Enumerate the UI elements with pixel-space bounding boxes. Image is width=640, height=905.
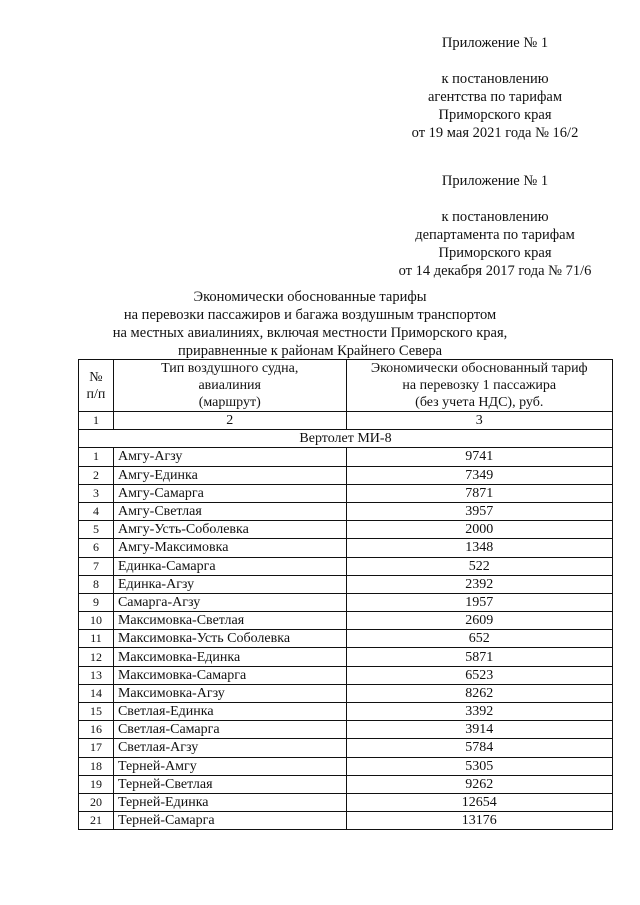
row-number: 21 [79, 812, 114, 830]
row-price: 7349 [346, 466, 613, 484]
header-text: авиалиния [198, 378, 261, 393]
table-row [79, 466, 613, 484]
table-row [79, 648, 613, 666]
row-price: 5871 [346, 648, 613, 666]
table-row [79, 593, 613, 611]
row-number: 18 [79, 757, 114, 775]
header-route [113, 360, 346, 412]
row-route: Терней-Самарга [113, 812, 346, 830]
table-row [79, 666, 613, 684]
row-route: Максимовка-Самарга [113, 666, 346, 684]
row-route: Светлая-Агзу [113, 739, 346, 757]
row-price: 2609 [346, 612, 613, 630]
appendix-line: Приморского края [438, 245, 552, 261]
table-row [79, 521, 613, 539]
header-text: Экономически обоснованный тариф [370, 361, 588, 376]
table-row [79, 775, 613, 793]
row-price: 3957 [346, 502, 613, 520]
row-number: 6 [79, 539, 114, 557]
header-text: п/п [86, 386, 106, 402]
table-row [79, 448, 613, 466]
appendix-line: к постановлению [441, 209, 549, 225]
row-route: Амгу-Усть-Соболевка [113, 521, 346, 539]
row-price: 9741 [346, 448, 613, 466]
row-price: 1348 [346, 539, 613, 557]
table-row [79, 703, 613, 721]
row-price: 3392 [346, 703, 613, 721]
row-number: 11 [79, 630, 114, 648]
row-number: 10 [79, 612, 114, 630]
row-number: 16 [79, 721, 114, 739]
table-header-row [79, 360, 613, 412]
table-row [79, 575, 613, 593]
row-route: Амгу-Единка [113, 466, 346, 484]
table-row [79, 630, 613, 648]
row-number: 2 [79, 466, 114, 484]
table-row [79, 612, 613, 630]
row-number: 3 [79, 484, 114, 502]
row-number: 8 [79, 575, 114, 593]
row-number: 9 [79, 593, 114, 611]
row-price: 2392 [346, 575, 613, 593]
row-number: 7 [79, 557, 114, 575]
table-row [79, 721, 613, 739]
title-line: на перевозки пассажиров и багажа воздушным транспортом [123, 307, 497, 323]
row-route: Амгу-Максимовка [113, 539, 346, 557]
table-row [79, 793, 613, 811]
row-route: Максимовка-Агзу [113, 684, 346, 702]
row-route: Единка-Самарга [113, 557, 346, 575]
appendix-date: от 19 мая 2021 года № 16/2 [411, 125, 579, 141]
appendix-title: Приложение № 1 [441, 173, 549, 189]
row-route: Терней-Единка [113, 793, 346, 811]
row-price: 6523 [346, 666, 613, 684]
table-row [79, 684, 613, 702]
row-price: 522 [346, 557, 613, 575]
title-line: приравненные к районам Крайнего Севера [177, 343, 443, 359]
table-row [79, 757, 613, 775]
row-route: Максимовка-Светлая [113, 612, 346, 630]
appendix-title: Приложение № 1 [441, 35, 549, 51]
title-line: на местных авиалиниях, включая местности Приморского края, [112, 325, 508, 341]
row-route: Амгу-Агзу [113, 448, 346, 466]
header-text: Тип воздушного судна, [161, 361, 299, 376]
row-price: 3914 [346, 721, 613, 739]
row-price: 7871 [346, 484, 613, 502]
appendix-line: Приморского края [438, 107, 552, 123]
column-number-row [79, 412, 613, 430]
tariff-table [78, 359, 613, 830]
row-route: Светлая-Единка [113, 703, 346, 721]
table-row [79, 539, 613, 557]
table-row [79, 739, 613, 757]
row-price: 8262 [346, 684, 613, 702]
title-line: Экономически обоснованные тарифы [193, 289, 427, 305]
row-number: 19 [79, 775, 114, 793]
appendix-current-block [360, 34, 630, 142]
column-number: 1 [79, 412, 114, 430]
table-row [79, 812, 613, 830]
row-number: 20 [79, 793, 114, 811]
row-price: 652 [346, 630, 613, 648]
row-number: 14 [79, 684, 114, 702]
header-text: (без учета НДС), руб. [415, 395, 544, 410]
appendix-date: от 14 декабря 2017 года № 71/6 [398, 263, 592, 279]
row-number: 4 [79, 502, 114, 520]
row-price: 5305 [346, 757, 613, 775]
row-route: Амгу-Самарга [113, 484, 346, 502]
aircraft-row [79, 430, 613, 448]
table-row [79, 557, 613, 575]
row-number: 1 [79, 448, 114, 466]
row-price: 5784 [346, 739, 613, 757]
row-route: Единка-Агзу [113, 575, 346, 593]
table-row [79, 484, 613, 502]
row-number: 17 [79, 739, 114, 757]
header-price [346, 360, 613, 412]
row-route: Амгу-Светлая [113, 502, 346, 520]
header-text: (маршрут) [198, 395, 261, 410]
header-number [79, 360, 114, 412]
row-price: 9262 [346, 775, 613, 793]
row-route: Максимовка-Единка [113, 648, 346, 666]
row-price: 13176 [346, 812, 613, 830]
row-number: 15 [79, 703, 114, 721]
row-number: 13 [79, 666, 114, 684]
row-route: Светлая-Самарга [113, 721, 346, 739]
appendix-previous-block [360, 172, 630, 280]
row-route: Максимовка-Усть Соболевка [113, 630, 346, 648]
aircraft-type: Вертолет МИ-8 [79, 430, 613, 448]
appendix-line: департамента по тарифам [415, 227, 575, 243]
table-row [79, 502, 613, 520]
row-number: 12 [79, 648, 114, 666]
row-price: 12654 [346, 793, 613, 811]
row-route: Терней-Светлая [113, 775, 346, 793]
header-text: на перевозку 1 пассажира [402, 378, 557, 393]
row-route: Самарга-Агзу [113, 593, 346, 611]
column-number: 2 [113, 412, 346, 430]
header-text: № [89, 369, 103, 385]
row-price: 2000 [346, 521, 613, 539]
row-route: Терней-Амгу [113, 757, 346, 775]
row-number: 5 [79, 521, 114, 539]
appendix-line: к постановлению [441, 71, 549, 87]
column-number: 3 [346, 412, 613, 430]
row-price: 1957 [346, 593, 613, 611]
document-title [80, 288, 540, 360]
appendix-line: агентства по тарифам [428, 89, 562, 105]
